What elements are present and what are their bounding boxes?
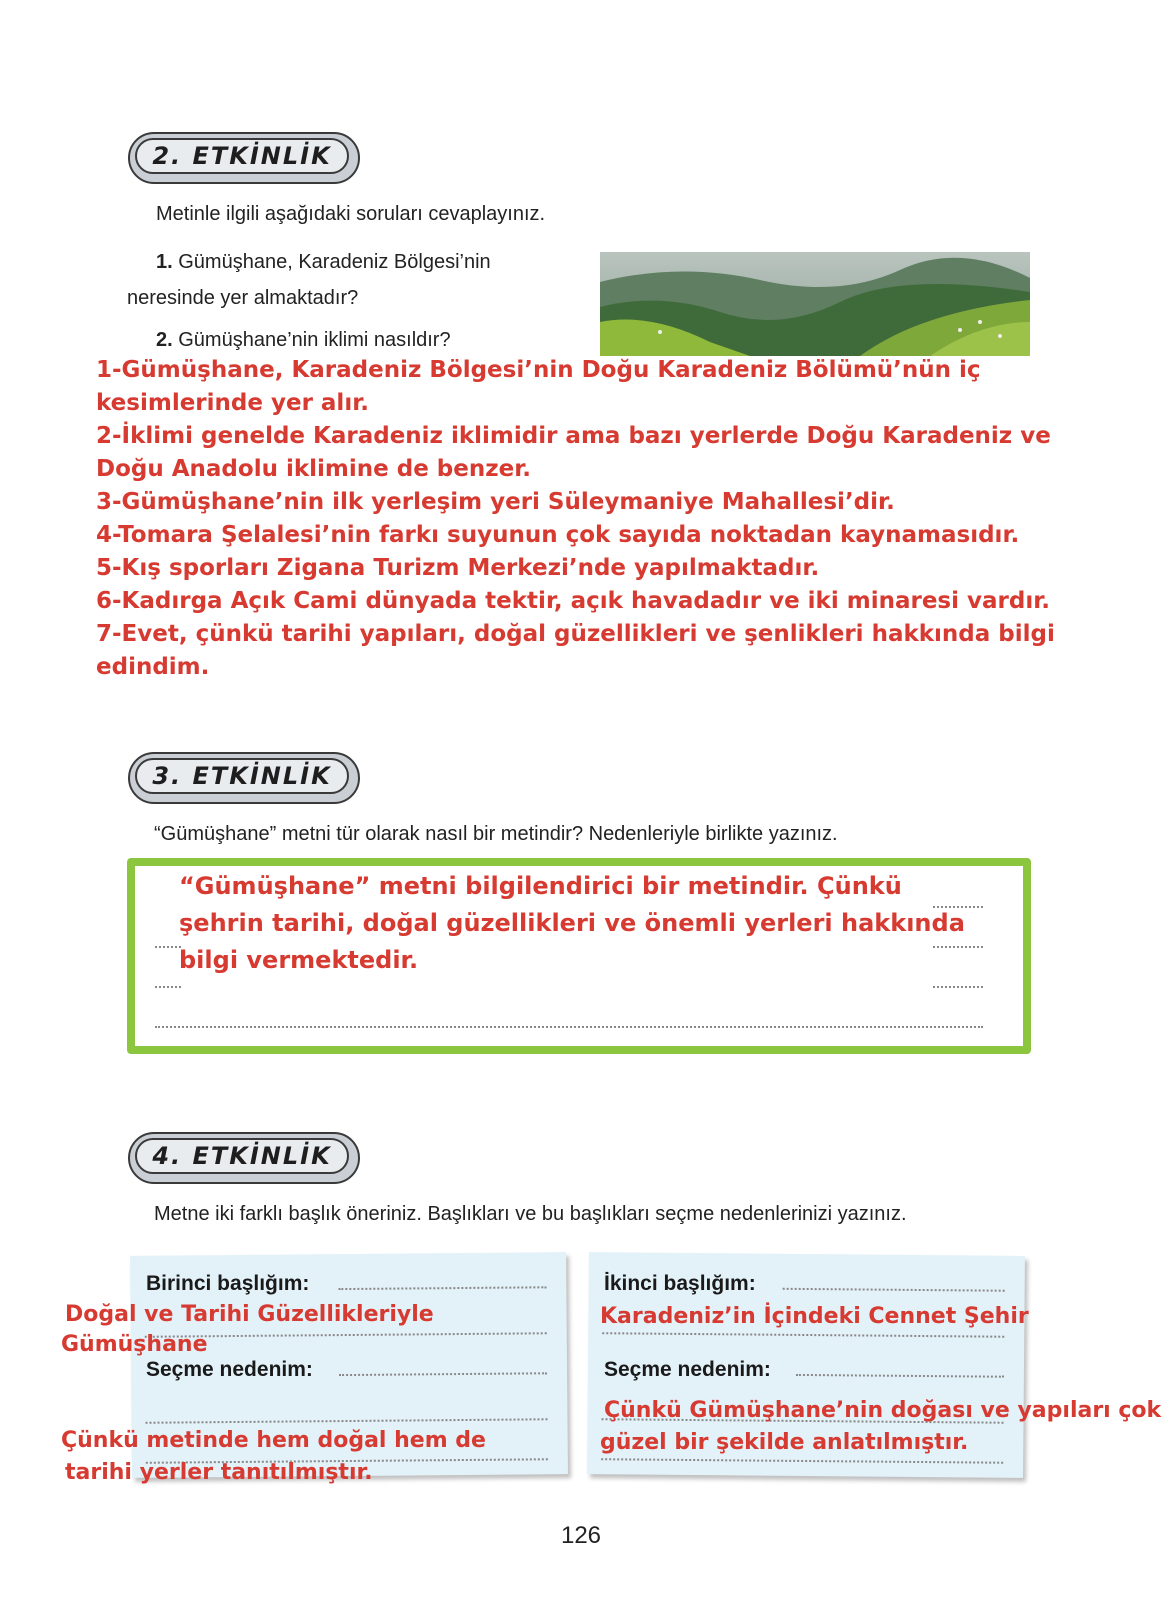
answer-line: Doğu Anadolu iklimine de benzer.	[96, 456, 532, 482]
activity-3-badge	[128, 752, 360, 804]
activity-2-badge	[128, 132, 360, 184]
answer-line: 4-Tomara Şelalesi’nin farkı suyunun çok sayıda noktadan kaynamasıdır.	[96, 522, 1020, 548]
page-number: 126	[560, 1522, 602, 1549]
first-reason-answer-line-2: tarihi yerler tanıtılmıştır.	[65, 1460, 373, 1485]
question-1-number: 1.	[156, 251, 173, 273]
second-reason-answer-line-1: Çünkü Gümüşhane’nin doğası ve yapıları çok	[604, 1398, 1162, 1423]
question-1-text: Gümüşhane, Karadeniz Bölgesi’nin	[178, 251, 491, 273]
activity-3-title: 3. ETKİNLİK	[152, 762, 332, 790]
activity-2-title: 2. ETKİNLİK	[152, 142, 332, 170]
second-reason-label: Seçme nedenim:	[604, 1358, 771, 1381]
first-title-answer-line-2: Gümüşhane	[61, 1332, 208, 1357]
first-reason-label: Seçme nedenim:	[146, 1358, 313, 1381]
activity-4-instruction: Metne iki farklı başlık öneriniz. Başlıkları ve bu başlıkları seçme nedenlerinizi yazınız.	[154, 1203, 907, 1225]
answer-line: şehrin tarihi, doğal güzellikleri ve önemli yerleri hakkında	[179, 909, 965, 937]
second-title-label: İkinci başlığım:	[604, 1272, 756, 1295]
answer-line: edindim.	[96, 654, 210, 680]
answer-line: bilgi vermektedir.	[179, 946, 419, 974]
second-title-answer: Karadeniz’in İçindeki Cennet Şehir	[600, 1304, 1029, 1329]
activity-2-instruction: Metinle ilgili aşağıdaki soruları cevaplayınız.	[156, 203, 546, 225]
question-2-text: Gümüşhane’nin iklimi nasıldır?	[178, 329, 451, 351]
activity-4-title: 4. ETKİNLİK	[152, 1142, 332, 1170]
activity-2-answers	[96, 354, 1055, 684]
first-reason-answer-line-1: Çünkü metinde hem doğal hem de	[61, 1428, 486, 1453]
answer-line: kesimlerinde yer alır.	[96, 390, 370, 416]
question-2	[156, 326, 451, 354]
answer-line: 3-Gümüşhane’nin ilk yerleşim yeri Süleymaniye Mahallesi’dir.	[96, 489, 895, 515]
activity-3-instruction: “Gümüşhane” metni tür olarak nasıl bir metindir? Nedenleriyle birlikte yazınız.	[154, 823, 838, 845]
question-1-line-1	[156, 248, 491, 276]
activity-4-badge	[128, 1132, 360, 1184]
answer-line: 1-Gümüşhane, Karadeniz Bölgesi’nin Doğu Karadeniz Bölümü’nün iç	[96, 357, 981, 383]
activity-3-answer	[179, 868, 965, 979]
answer-line: 7-Evet, çünkü tarihi yapıları, doğal güzellikleri ve şenlikleri hakkında bilgi	[96, 621, 1055, 647]
question-2-number: 2.	[156, 329, 173, 351]
answer-line: “Gümüşhane” metni bilgilendirici bir metindir. Çünkü	[179, 872, 902, 900]
first-title-label: Birinci başlığım:	[146, 1272, 310, 1295]
answer-line: 2-İklimi genelde Karadeniz iklimidir ama bazı yerlerde Doğu Karadeniz ve	[96, 423, 1051, 449]
second-reason-answer-line-2: güzel bir şekilde anlatılmıştır.	[600, 1430, 969, 1455]
first-title-answer-line-1: Doğal ve Tarihi Güzellikleriyle	[65, 1302, 434, 1327]
question-1-line-2: neresinde yer almaktadır?	[127, 287, 359, 309]
landscape-photo	[600, 252, 1030, 356]
answer-line: 5-Kış sporları Zigana Turizm Merkezi’nde yapılmaktadır.	[96, 555, 820, 581]
answer-line: 6-Kadırga Açık Cami dünyada tektir, açık havadadır ve iki minaresi vardır.	[96, 588, 1051, 614]
